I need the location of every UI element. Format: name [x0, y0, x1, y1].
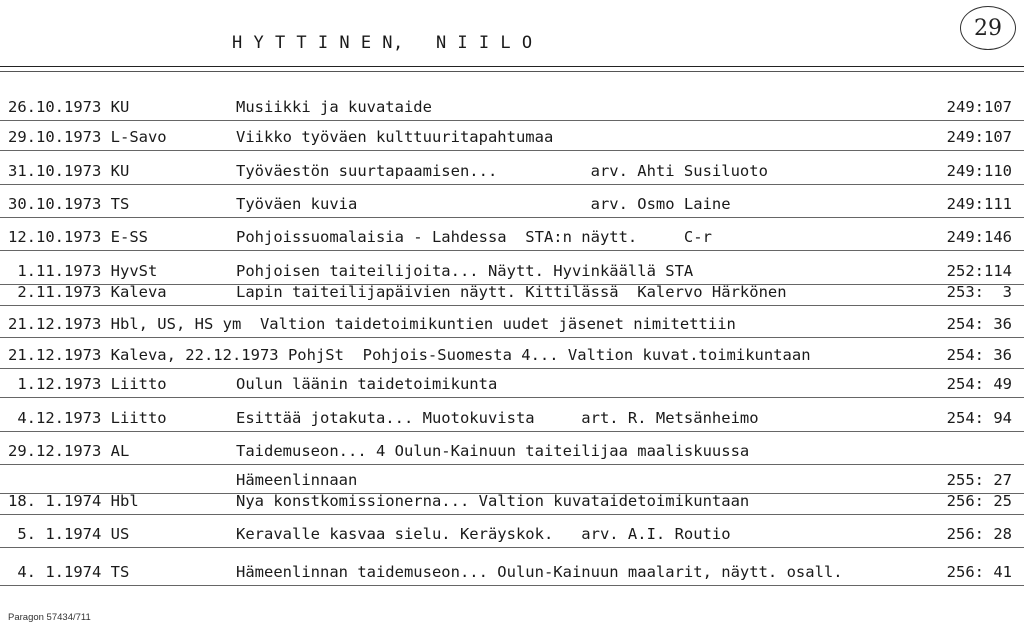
- printer-mark: Paragon 57434/711: [8, 612, 91, 623]
- entry-date-source: 29.12.1973 AL: [8, 442, 130, 460]
- entry-text: Keravalle kasvaa sielu. Keräyskok. arv. A.I. Routio: [236, 525, 731, 543]
- entry-text: Musiikki ja kuvataide: [236, 98, 432, 116]
- row-rule: [0, 397, 1024, 398]
- row-rule: [0, 431, 1024, 432]
- card-number-circle: [960, 6, 1016, 50]
- entry-text: Oulun läänin taidetoimikunta: [236, 375, 498, 393]
- row-rule: [0, 368, 1024, 369]
- entry-reference: 254: 49: [946, 375, 1012, 393]
- entry-reference: 256: 28: [946, 525, 1012, 543]
- entry-row: [0, 520, 1024, 550]
- entry-text: Pohjoissuomalaisia - Lahdessa STA:n näytt. C-r: [236, 228, 712, 246]
- row-rule: [0, 120, 1024, 121]
- entry-text: Työväestön suurtapaamisen... arv. Ahti Susiluoto: [236, 162, 768, 180]
- entry-row: [0, 190, 1024, 220]
- row-rule: [0, 464, 1024, 465]
- entry-row: [0, 558, 1024, 588]
- row-rule: [0, 217, 1024, 218]
- row-rule: [0, 547, 1024, 548]
- entry-text: Viikko työväen kulttuuritapahtumaa: [236, 128, 554, 146]
- row-rule: [0, 250, 1024, 251]
- entry-row: [0, 487, 1024, 517]
- entry-reference: 256: 41: [946, 563, 1012, 581]
- entry-date-source: 29.10.1973 L-Savo: [8, 128, 167, 146]
- entry-date-source: 31.10.1973 KU: [8, 162, 130, 180]
- entry-text: Pohjoisen taiteilijoita... Näytt. Hyvinkäällä STA: [236, 262, 694, 280]
- entry-row: [0, 223, 1024, 253]
- entry-row: [0, 370, 1024, 400]
- entry-row: [0, 310, 1024, 340]
- entry-row: [0, 157, 1024, 187]
- entry-row: [0, 404, 1024, 434]
- entry-date-source: 12.10.1973 E-SS: [8, 228, 148, 246]
- row-rule: [0, 184, 1024, 185]
- entry-reference: 255: 27: [946, 471, 1012, 489]
- entry-reference: 249:107: [946, 98, 1012, 116]
- header-rule: [0, 66, 1024, 67]
- entry-row: [0, 123, 1024, 153]
- entry-row: [0, 437, 1024, 467]
- card-number: 29: [974, 15, 1002, 41]
- entry-row: [0, 93, 1024, 123]
- entry-date-source: 4. 1.1974 TS: [8, 563, 130, 581]
- entry-date-source: 1.12.1973 Liitto: [8, 375, 167, 393]
- entry-reference: 253: 3: [946, 283, 1012, 301]
- row-rule: [0, 514, 1024, 515]
- row-rule: [0, 337, 1024, 338]
- entry-reference: 249:146: [946, 228, 1012, 246]
- entry-reference: 249:110: [946, 162, 1012, 180]
- entry-text: Taidemuseon... 4 Oulun-Kainuun taiteilijaa maaliskuussa: [236, 442, 750, 460]
- entry-row: [0, 341, 1024, 371]
- entry-reference: 256: 25: [946, 492, 1012, 510]
- entry-text: Esittää jotakuta... Muotokuvista art. R. Metsänheimo: [236, 409, 759, 427]
- entry-date-source: 21.12.1973 Kaleva, 22.12.1973 PohjSt Pohjois-Suomesta 4... Valtion kuvat.toimikuntaan: [8, 346, 811, 364]
- entry-date-source: 26.10.1973 KU: [8, 98, 130, 116]
- entry-row: [0, 278, 1024, 308]
- entry-text: Nya konstkomissionerna... Valtion kuvataidetoimikuntaan: [236, 492, 750, 510]
- entry-reference: 254: 94: [946, 409, 1012, 427]
- entry-date-source: 21.12.1973 Hbl, US, HS ym Valtion taidetoimikuntien uudet jäsenet nimitettiin: [8, 315, 736, 333]
- entry-reference: 254: 36: [946, 315, 1012, 333]
- row-rule: [0, 305, 1024, 306]
- entry-text: Lapin taiteilijapäivien näytt. Kittilässä Kalervo Härkönen: [236, 283, 787, 301]
- entry-date-source: 5. 1.1974 US: [8, 525, 130, 543]
- entry-reference: 254: 36: [946, 346, 1012, 364]
- entry-date-source: 2.11.1973 Kaleva: [8, 283, 167, 301]
- entry-text: Hämeenlinnaan: [236, 471, 358, 489]
- entry-text: Työväen kuvia arv. Osmo Laine: [236, 195, 731, 213]
- entry-date-source: 18. 1.1974 Hbl: [8, 492, 139, 510]
- card-title: H Y T T I N E N, N I I L O: [232, 33, 533, 53]
- header-rule-secondary: [0, 71, 1024, 72]
- entry-date-source: 30.10.1973 TS: [8, 195, 130, 213]
- entry-reference: 252:114: [946, 262, 1012, 280]
- entry-reference: 249:111: [946, 195, 1012, 213]
- entry-reference: 249:107: [946, 128, 1012, 146]
- entry-date-source: 4.12.1973 Liitto: [8, 409, 167, 427]
- row-rule: [0, 585, 1024, 586]
- row-rule: [0, 150, 1024, 151]
- entry-text: Hämeenlinnan taidemuseon... Oulun-Kainuun maalarit, näytt. osall.: [236, 563, 843, 581]
- entry-date-source: 1.11.1973 HyvSt: [8, 262, 158, 280]
